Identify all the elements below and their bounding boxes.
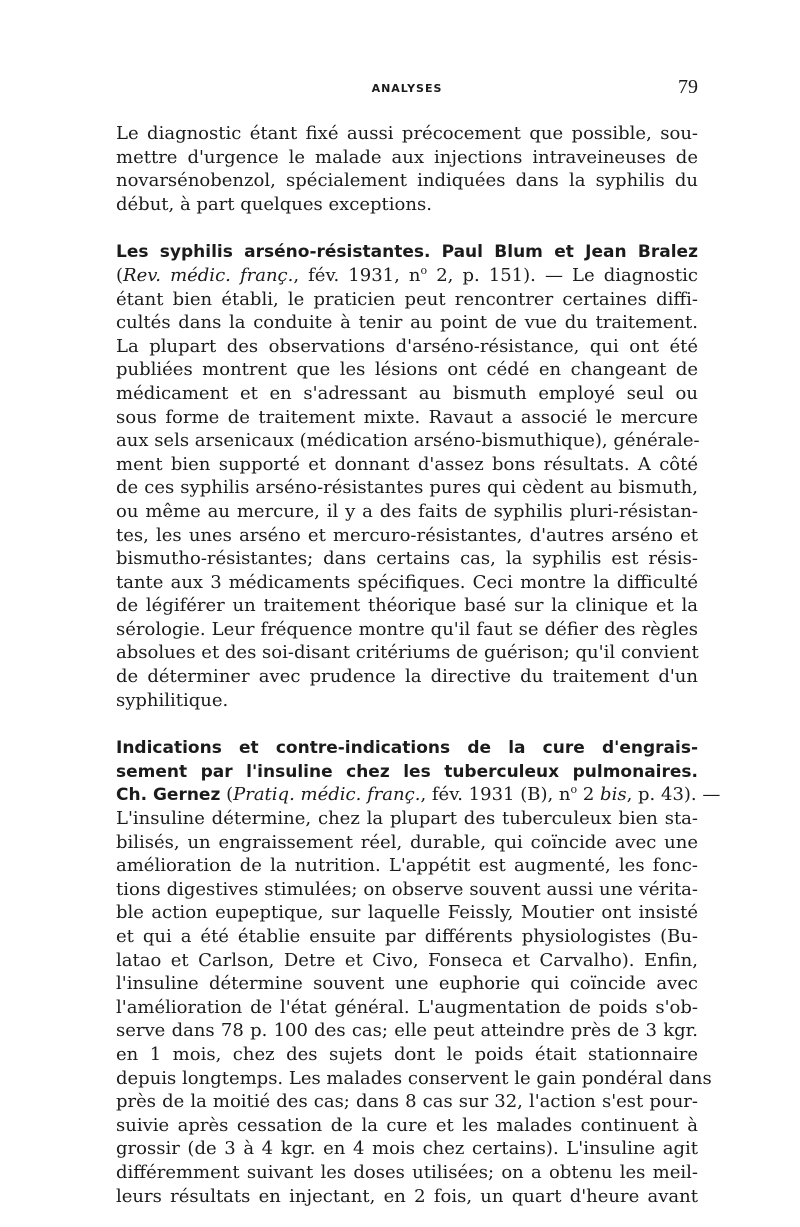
text-line: en 1 mois, chez des sujets dont le poids était stationnaire (116, 1043, 698, 1065)
text-line: de déterminer avec prudence la directive du traitement d'un (116, 666, 698, 688)
text-line: ble action eupeptique, sur laquelle Feissly, Moutier ont insisté (116, 902, 698, 924)
text-line: latao et Carlson, Detre et Civo, Fonseca et Carvalho). Enfin, (116, 949, 698, 971)
text-line: de légiférer un traitement théorique basé sur la clinique et la (116, 595, 698, 617)
text-line: sérologie. Leur fréquence montre qu'il faut se défier des règles (116, 618, 698, 640)
text-line: ment bien supporté et donnant d'assez bons résultats. A côté (116, 453, 698, 475)
page (116, 74, 721, 1208)
article-title: Les syphilis arséno-résistantes. (116, 242, 431, 263)
text-line: étant bien établi, le praticien peut rencontrer certaines diffi- (116, 288, 698, 310)
text-line: près de la moitié des cas; dans 8 cas sur 32, l'action s'est pour- (116, 1091, 698, 1113)
text-line: sous forme de traitement mixte. Ravaut a associé le mercure (116, 406, 698, 428)
journal-name: Rev. médic. franç. (123, 264, 294, 286)
text-line: La plupart des observations d'arséno-résistance, qui ont été (116, 335, 698, 357)
text-line: aux sels arsenicaux (médication arséno-bismuthique), générale- (116, 430, 700, 452)
text-line: l'insuline détermine souvent une euphorie qui coïncide avec (116, 973, 698, 995)
text-line: ou même au mercure, il y a des faits de syphilis pluri-résistan- (116, 500, 698, 522)
heading-line (116, 240, 698, 264)
text-line: médicament et en s'adressant au bismuth employé seul ou (116, 382, 698, 404)
text-line: tions digestives stimulées; on observe souvent aussi une vérita- (116, 878, 698, 900)
header-title: ANALYSES (371, 82, 443, 95)
text-line: différemment suivant les doses utilisées; on a obtenu les meil- (116, 1161, 698, 1183)
paragraph-arseno-resistant (116, 240, 698, 712)
journal-name: Pratiq. médic. franç. (233, 784, 421, 806)
article-title-part2: sement par l'insuline chez les tuberculeux pulmonaires. (116, 761, 698, 782)
reference-line: Ch. Gernez (Pratiq. médic. franç., fév. 1931 (B), $n^o$ 2 bis, p. 43). — (116, 783, 721, 806)
running-header (116, 74, 698, 104)
text-line: serve dans 78 p. 100 des cas; elle peut atteindre près de 3 kgr. (116, 1020, 698, 1042)
text-line: amélioration de la nutrition. L'appétit est augmenté, les fonc- (116, 855, 698, 877)
heading-line (116, 760, 698, 784)
text-line: grossir (de 3 à 4 kgr. en 4 mois chez certains). L'insuline agit (116, 1138, 698, 1160)
text-line: syphilitique. (116, 689, 229, 711)
text-line: l'amélioration de l'état général. L'augmentation de poids s'ob- (116, 996, 698, 1018)
text-line: cultés dans la conduite à tenir au point de vue du traitement. (116, 312, 698, 334)
text-line: début, à part quelques exceptions. (116, 193, 432, 215)
text-line: Le diagnostic étant fixé aussi précocement que possible, sou- (116, 123, 698, 144)
text-line: bismutho-résistantes; dans certains cas, la syphilis est résis- (116, 548, 698, 570)
text-line: novarsénobenzol, spécialement indiquées dans la syphilis du (116, 170, 698, 192)
text-line: de ces syphilis arséno-résistantes pures qui cèdent au bismuth, (116, 477, 698, 499)
text-line: absolues et des soi-disant critériums de guérison; qu'il convient (116, 642, 699, 664)
text-line: publiées montrent que les lésions ont cédé en changeant de (116, 359, 698, 381)
text-line: tes, les unes arséno et mercuro-résistantes, d'autres arséno et (116, 524, 698, 546)
article-author: Ch. Gernez (116, 785, 221, 806)
text-line: tante aux 3 médicaments spécifiques. Ceci montre la difficulté (116, 571, 698, 593)
heading-line (116, 736, 698, 760)
paragraph-insulin (116, 736, 721, 1208)
page-number: 79 (678, 76, 698, 98)
article-authors: Paul Blum et Jean Bralez (441, 242, 698, 263)
reference-line: (Rev. médic. franç., fév. 1931, $n^o$ 2, p. 151). — Le diagnostic (116, 263, 698, 286)
text-line: depuis longtemps. Les malades conservent le gain pondéral dans (116, 1067, 712, 1089)
text-line: L'insuline détermine, chez la plupart des tuberculeux bien sta- (116, 808, 698, 830)
paragraph-intro (116, 122, 698, 216)
text-line: mettre d'urgence le malade aux injections intraveineuses de (116, 146, 698, 168)
text-line: suivie après cessation de la cure et les malades continuent à (116, 1114, 698, 1136)
text-line: et qui a été établie ensuite par différents physiologistes (Bu- (116, 926, 698, 947)
text-line: bilisés, un engraissement réel, durable, qui coïncide avec une (116, 831, 698, 853)
text-line: leurs résultats en injectant, en 2 fois, un quart d'heure avant (116, 1185, 698, 1207)
article-title-part1: Indications et contre-indications de la cure d'engrais- (116, 738, 698, 759)
